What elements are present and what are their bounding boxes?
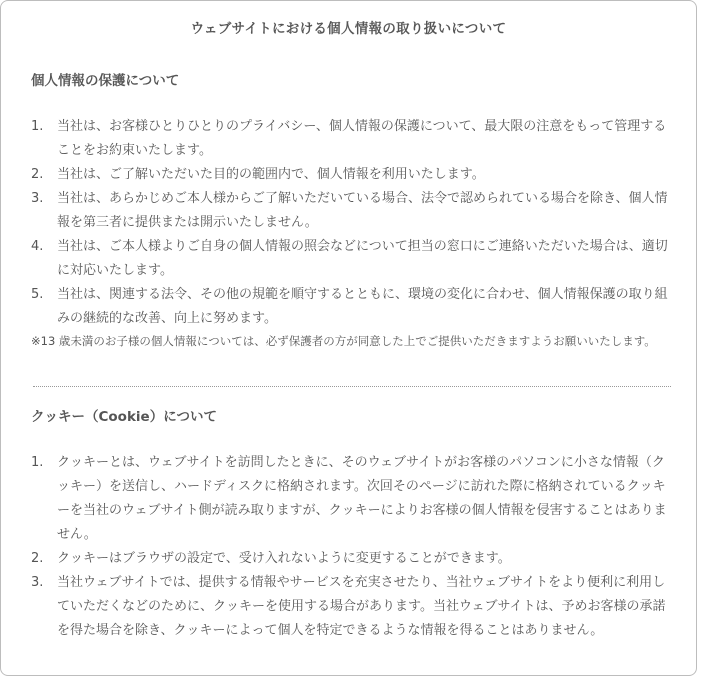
list-number: 1.: [31, 455, 44, 470]
page-title: ウェブサイトにおける個人情報の取り扱いについて: [190, 21, 507, 37]
list-text: 当社は、お客様ひとりひとりのプライバシー、個人情報の保護について、最大限の注意をもって管理することをお約束いたします。: [57, 119, 667, 158]
list-item: [31, 163, 671, 187]
cookie-list: [31, 451, 671, 643]
list-number: 3.: [31, 191, 44, 206]
list-item: [31, 571, 671, 643]
list-number: 4.: [31, 239, 44, 254]
section-divider: [33, 386, 671, 387]
privacy-list: [31, 115, 671, 331]
privacy-heading: 個人情報の保護について: [31, 73, 180, 89]
list-item: [31, 187, 671, 235]
list-item: [31, 283, 671, 331]
list-text: クッキーはブラウザの設定で、受け入れないように変更することができます。: [57, 551, 511, 566]
list-number: 2.: [31, 167, 44, 182]
list-text: 当社は、あらかじめご本人様からご了解いただいている場合、法令で認められている場合を除き、個人情報を第三者に提供または開示いたしません。: [57, 191, 668, 230]
list-item: [31, 547, 671, 571]
list-number: 2.: [31, 551, 44, 566]
list-item: [31, 115, 671, 163]
list-number: 5.: [31, 287, 44, 302]
list-text: 当社は、ご本人様よりご自身の個人情報の照会などについて担当の窓口にご連絡いただいた場合は、適切に対応いたします。: [57, 239, 668, 278]
list-text: 当社は、関連する法令、その他の規範を順守するとともに、環境の変化に合わせ、個人情報保護の取り組みの継続的な改善、向上に努めます。: [57, 287, 668, 326]
list-item: [31, 235, 671, 283]
list-number: 1.: [31, 119, 44, 134]
list-text: 当社ウェブサイトでは、提供する情報やサービスを充実させたり、当社ウェブサイトをより便利に利用していただくなどのために、クッキーを使用する場合があります。当社ウェブサイトは、予めお客様の承諾を得た場合を除き、クッキーによって個人を特定できるような情報を得ることはありません。: [57, 575, 666, 638]
list-item: [31, 451, 671, 547]
list-number: 3.: [31, 575, 44, 590]
cookie-heading: クッキー（Cookie）について: [31, 409, 217, 425]
list-text: 当社は、ご了解いただいた目的の範囲内で、個人情報を利用いたします。: [57, 167, 485, 182]
age-note: ※13 歳未満のお子様の個人情報については、必ず保護者の方が同意した上でご提供いただきますようお願いいたします。: [31, 334, 656, 348]
list-text: クッキーとは、ウェブサイトを訪問したときに、そのウェブサイトがお客様のパソコンに小さな情報（クッキー）を送信し、ハードディスクに格納されます。次回そのページに訪れた際に格納されているクッキーを当社のウェブサイト側が読み取りますが、クッキーによりお客様の個人情報を侵害することはありません。: [57, 455, 667, 542]
